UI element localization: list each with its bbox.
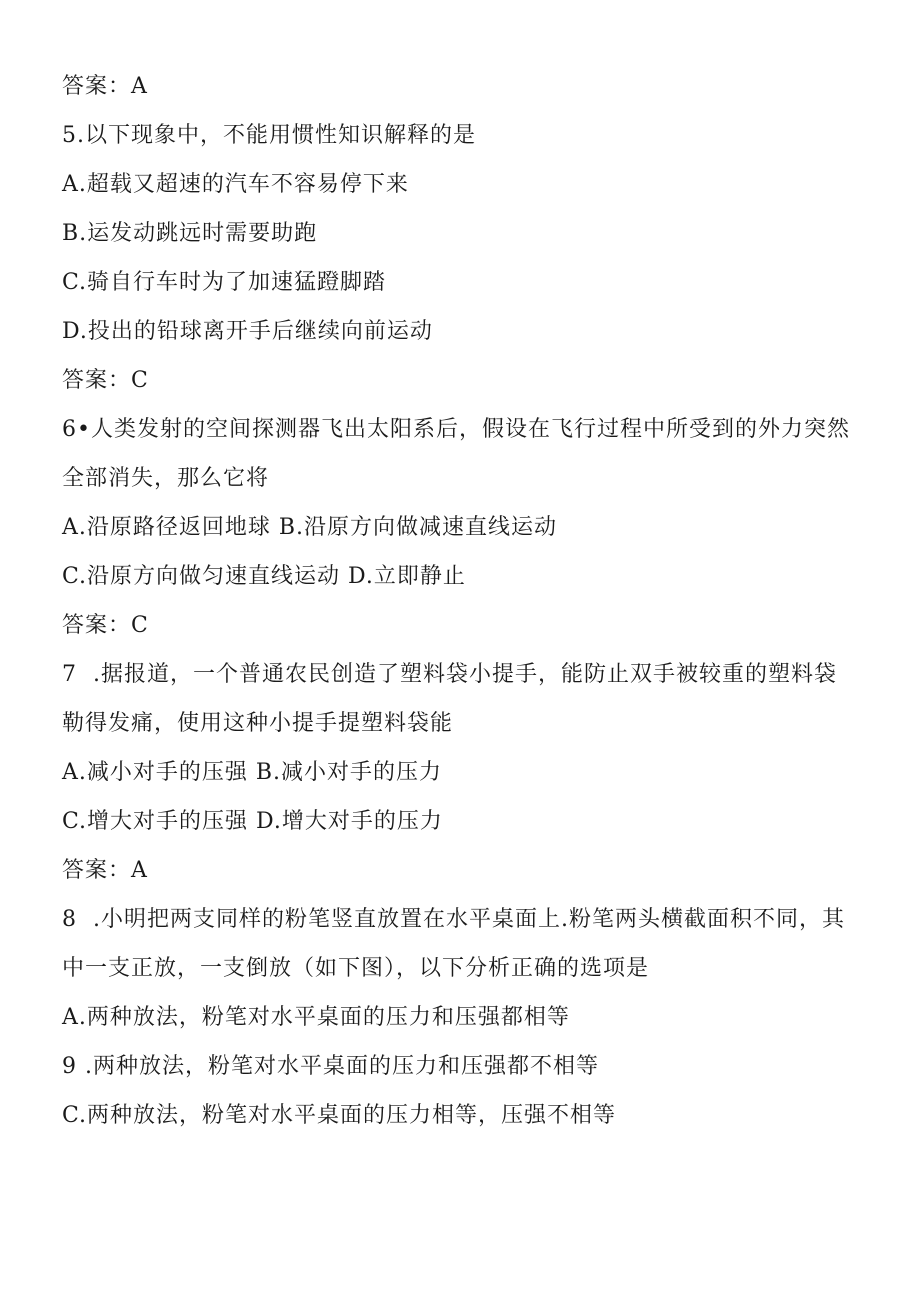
question-7-stem: 7 .据报道，一个普通农民创造了塑料袋小提手，能防止双手被较重的塑料袋: [62, 662, 837, 687]
question-6-stem: 6•人类发射的空间探测器飞出太阳系后，假设在飞行过程中所受到的外力突然: [62, 417, 850, 442]
question-8-option-a: A.两种放法，粉笔对水平桌面的压力和压强都相等: [62, 1005, 570, 1030]
question-5-option-a: A.超载又超速的汽车不容易停下来: [62, 172, 409, 197]
question-7-answer: 答案：A: [62, 858, 148, 883]
question-8-stem: 8 .小明把两支同样的粉笔竖直放置在水平桌面上.粉笔两头横截面积不同，其: [62, 907, 845, 932]
question-7-options-cd: C.增大对手的压强 D.增大对手的压力: [62, 809, 443, 834]
question-6-answer: 答案：C: [62, 613, 149, 638]
question-5-option-b: B.运发动跳远时需要助跑: [62, 221, 318, 246]
question-5-option-c: C.骑自行车时为了加速猛蹬脚踏: [62, 270, 387, 295]
document-page: [62, 62, 882, 1140]
question-6-options-cd: C.沿原方向做匀速直线运动 D.立即静止: [62, 564, 466, 589]
question-6-stem-cont: 全部消失，那么它将: [62, 466, 270, 491]
question-8-stem-cont: 中一支正放，一支倒放（如下图），以下分析正确的选项是: [62, 956, 650, 981]
question-5-stem: 5.以下现象中，不能用惯性知识解释的是: [62, 123, 476, 148]
question-7-options-ab: A.减小对手的压强 B.减小对手的压力: [62, 760, 443, 785]
question-8-option-c: C.两种放法，粉笔对水平桌面的压力相等，压强不相等: [62, 1103, 617, 1128]
question-7-stem-cont: 勒得发痛，使用这种小提手提塑料袋能: [62, 711, 454, 736]
question-5-answer: 答案：C: [62, 368, 149, 393]
question-5-option-d: D.投出的铅球离开手后继续向前运动: [62, 319, 433, 344]
question-8-option-b: 9 .两种放法，粉笔对水平桌面的压力和压强都不相等: [62, 1054, 599, 1079]
answer-line: 答案：A: [62, 74, 148, 99]
question-6-options-ab: A.沿原路径返回地球 B.沿原方向做减速直线运动: [62, 515, 558, 540]
